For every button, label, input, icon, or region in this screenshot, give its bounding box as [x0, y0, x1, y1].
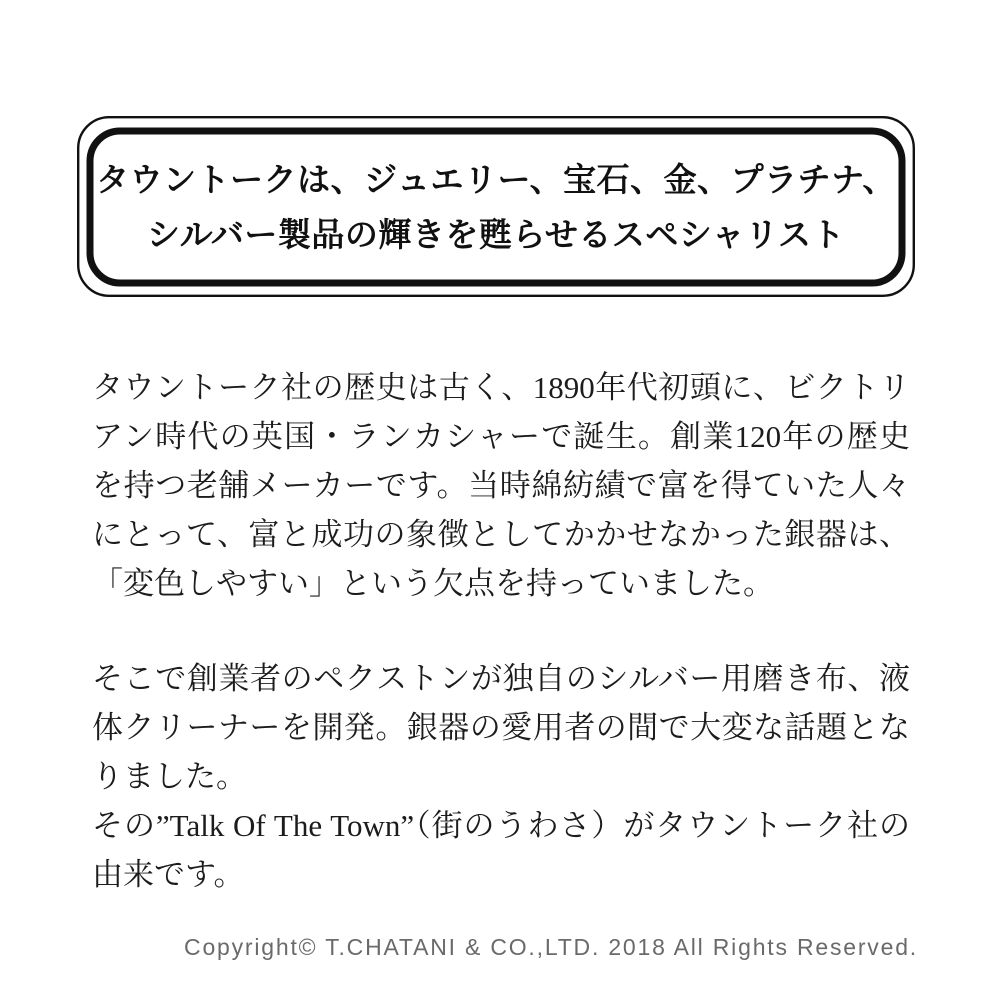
- heading: [77, 118, 915, 299]
- body-copy: [92, 363, 910, 899]
- paragraph-origin-part-2: その”Talk Of The Town”（街のうわさ）がタウントーク社の由来です。: [92, 808, 910, 892]
- paragraph-origin-part-1: そこで創業者のペクストンが独自のシルバー用磨き布、液体クリーナーを開発。銀器の愛用者の間で大変な話題となりました。: [92, 661, 910, 794]
- copyright-line: Copyright© T.CHATANI & CO.,LTD. 2018 All Rights Reserved.: [184, 934, 918, 960]
- paragraph-origin: [92, 654, 910, 899]
- heading-line-2: シルバー製品の輝きを甦らせるスペシャリスト: [146, 217, 846, 254]
- paragraph-history: タウントーク社の歴史は古く、1890年代初頭に、ビクトリアン時代の英国・ランカシャーで誕生。創業120年の歴史を持つ老舗メーカーです。当時綿紡績で富を得ていた人々にとって、富と成功の象徴としてかかせなかった銀器は、「変色しやすい」という欠点を持っていました。: [92, 370, 910, 601]
- heading-line-1: タウントークは、ジュエリー、宝石、金、プラチナ、: [96, 162, 896, 199]
